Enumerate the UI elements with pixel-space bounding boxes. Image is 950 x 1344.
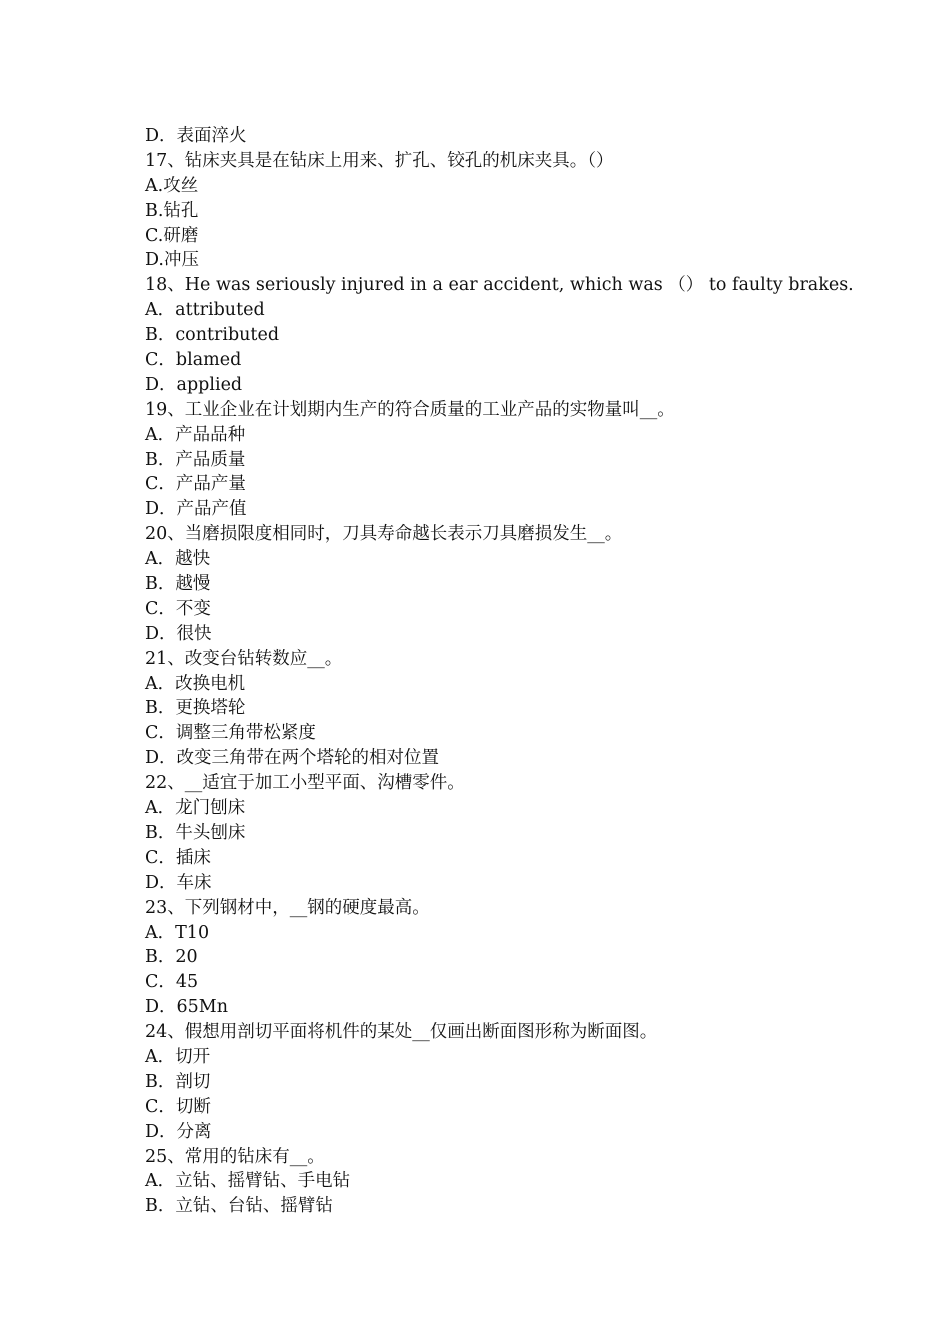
option-text: B．20 [145,947,198,968]
question-text: 22、__适宜于加工小型平面、沟槽零件。 [145,773,465,794]
option-text: B．剖切 [145,1071,211,1092]
option-text: D．applied [145,374,243,395]
option-text: C．不变 [145,598,211,619]
option-text: A．龙门刨床 [145,798,246,819]
option-text: C．调整三角带松紧度 [145,723,316,744]
document-body [145,124,854,1219]
option-text: A．attributed [145,300,265,321]
option-text: D．表面淬火 [145,126,247,146]
option-text: C.研磨 [145,225,199,246]
option-text: C．blamed [145,350,242,371]
question-text: 19、工业企业在计划期内生产的符合质量的工业产品的实物量叫__。 [145,399,675,420]
question-text: 21、改变台钻转数应__。 [145,648,343,669]
question-text: 25、常用的钻床有__。 [145,1146,325,1167]
option-text: D．改变三角带在两个塔轮的相对位置 [145,748,440,769]
option-text: D．分离 [145,1121,212,1142]
option-text: A．产品品种 [145,424,246,445]
option-text: D．65Mn [145,997,228,1018]
option-text: C．45 [145,972,199,993]
option-text: C．产品产量 [145,474,246,495]
option-text: B．越慢 [145,574,211,595]
option-text: B．更换塔轮 [145,698,246,719]
option-text: C．插床 [145,847,211,868]
option-text: D．车床 [145,872,212,893]
option-text: D．很快 [145,623,212,644]
option-text: B．contributed [145,325,280,346]
question-text: 18、He was seriously injured in a ear accident, which was （） to faulty brakes. [145,275,854,296]
question-text: 17、钻床夹具是在钻床上用来、扩孔、铰孔的机床夹具。（） [145,150,614,171]
option-text: A.攻丝 [145,175,199,196]
question-text: 24、假想用剖切平面将机件的某处__仅画出断面图形称为断面图。 [145,1022,658,1043]
option-text: B.钻孔 [145,200,199,221]
option-text: D.冲压 [145,250,199,271]
option-text: A．切开 [145,1046,211,1067]
option-text: B．牛头刨床 [145,822,246,843]
option-text: B．产品质量 [145,449,246,470]
option-text: A．越快 [145,549,211,570]
option-text: D．产品产值 [145,499,247,520]
option-text: A．改换电机 [145,673,246,694]
question-text: 23、下列钢材中，__钢的硬度最高。 [145,897,430,918]
option-text: B．立钻、台钻、摇臂钻 [145,1196,333,1217]
question-text: 20、当磨损限度相同时，刀具寿命越长表示刀具磨损发生__。 [145,524,623,545]
option-text: A．T10 [145,922,210,943]
option-text: C．切断 [145,1096,211,1117]
option-text: A．立钻、摇臂钻、手电钻 [145,1171,351,1192]
